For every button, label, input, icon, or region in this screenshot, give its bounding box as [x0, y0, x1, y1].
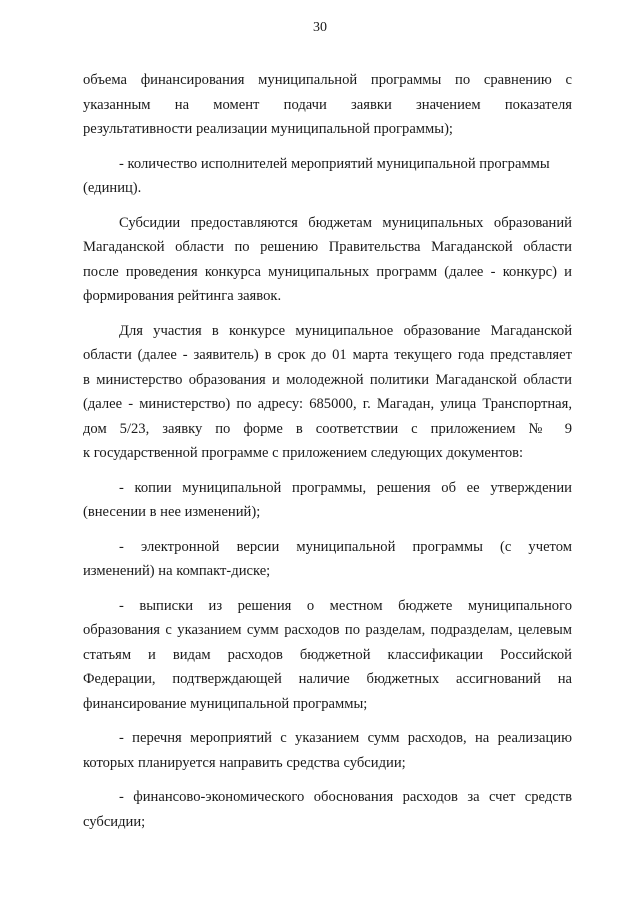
- text-line: Федерации, подтверждающей наличие бюджетных ассигнований на: [83, 671, 572, 687]
- paragraph-executors-count: [83, 152, 572, 201]
- text-line: области (далее - заявитель) в срок до 01 марта текущего года представляет: [83, 347, 572, 363]
- text-line: после проведения конкурса муниципальных программ (далее - конкурс) и: [83, 263, 572, 280]
- text-line: Субсидии предоставляются бюджетам муниципальных образований: [119, 214, 572, 231]
- text-line: объема финансирования муниципальной программы по сравнению с: [83, 72, 572, 88]
- text-line: результативности реализации муниципальной программы);: [83, 121, 453, 137]
- text-line: формирования рейтинга заявок.: [83, 288, 282, 304]
- list-item-financial-justification: [83, 785, 572, 834]
- text-line: - финансово-экономического обоснования расходов за счет средств: [119, 789, 572, 805]
- paragraph-contest-participation: [83, 319, 572, 466]
- text-line: в министерство образования и молодежной политики Магаданской области: [83, 371, 572, 388]
- text-line: (внесении в нее изменений);: [83, 504, 261, 520]
- text-line: указанным на момент подачи заявки значением показателя: [83, 96, 572, 113]
- text-line: (единиц).: [83, 180, 142, 196]
- paragraph-funding-volume: [83, 68, 572, 142]
- text-line: финансирование муниципальной программы;: [83, 695, 368, 712]
- text-line: которых планируется направить средства субсидии;: [83, 754, 406, 771]
- page-number: 30: [313, 20, 327, 35]
- text-line: - перечня мероприятий с указанием сумм расходов, на реализацию: [119, 730, 572, 746]
- text-line: - количество исполнителей мероприятий муниципальной программы: [119, 155, 550, 172]
- list-item-electronic-version: [83, 535, 572, 584]
- list-item-activities-list: [83, 726, 572, 775]
- text-line: изменений) на компакт-диске;: [83, 563, 271, 579]
- text-line: образования с указанием сумм расходов по разделам, подразделам, целевым: [83, 622, 572, 638]
- text-line: субсидии;: [83, 813, 146, 830]
- text-line: (далее - министерство) по адресу: 685000, г. Магадан, улица Транспортная,: [83, 396, 572, 412]
- text-line: Магаданской области по решению Правительства Магаданской области: [83, 239, 572, 255]
- document-body: [83, 68, 572, 844]
- text-line: статьям и видам расходов бюджетной классификации Российской: [83, 646, 572, 663]
- text-line: - электронной версии муниципальной программы (с учетом: [119, 538, 572, 555]
- list-item-budget-extract: [83, 594, 572, 717]
- text-line: - копии муниципальной программы, решения об ее утверждении: [119, 479, 572, 496]
- text-line: к государственной программе с приложением следующих документов:: [83, 445, 524, 461]
- text-line: - выписки из решения о местном бюджете муниципального: [119, 597, 572, 614]
- paragraph-subsidies-provision: [83, 211, 572, 309]
- list-item-program-copies: [83, 476, 572, 525]
- text-line: дом 5/23, заявку по форме в соответствии с приложением № 9: [83, 420, 572, 437]
- text-line: Для участия в конкурсе муниципальное образование Магаданской: [119, 322, 572, 339]
